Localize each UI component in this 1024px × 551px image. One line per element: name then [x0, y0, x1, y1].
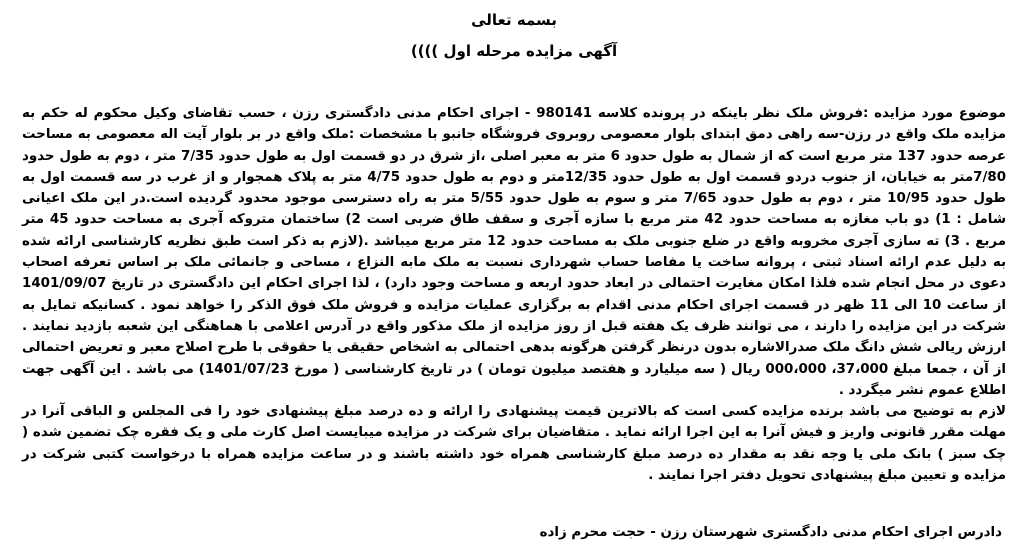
basmala-heading: بسمه تعالی — [471, 11, 557, 29]
notice-paragraph-2: لازم به توضیح می باشد برنده مزایده کسی است که بالاترین قیمت پیشنهادی را ارائه و ده درصد مبلغ پیشنهادی خود را فی المجلس و الباقی آنرا در مهلت مقرر قانونی واریز و فیش آنرا به این اجرا ارائه نماید . متقاضیان برای شرکت در مزایده میبایست اصل کارت ملی و یک فقره چک تضمین شده ( چک سبز ) بانک ملی یا وجه نقد به مقدار ده درصد مبلغ کارشناسی همراه خود داشته باشند و در ساعت مزایده همراه با درخواست کتبی شرکت در مزایده و تعیین مبلغ پیشنهادی تحویل دفتر اجرا نمایند . — [22, 404, 1006, 484]
notice-paragraph-1: موضوع مورد مزایده :فروش ملک نظر باینکه در پرونده کلاسه 980141 - اجرای احکام مدنی دادگستری رزن ، حسب تقاضای وکیل محکوم له حکم به مزایده ملک واقع در رزن-سه راهی دمق ابتدای بلوار معصومی روبروی فروشگاه جانبو با مشخصات :ملک واقع در بر بلوار آیت اله معصومی به مساحت عرصه حدود 137 متر مربع است که از شمال به طول حدود 6 متر به معبر اصلی ،از شرق در دو قسمت اول به طول حدود 7/35 متر ، دوم به طول حدود 7/80متر به خیابان، از جنوب دردو قسمت اول به طول حدود 12/35متر و دوم به طول حدود 4/75 متر به پلاک همجوار و از غرب در سه قسمت اول به طول حدود 10/95 متر ، دوم به طول حدود 7/65 متر و سوم به طول حدود 5/55 متر به راه دسترسی موجود محدود گردیده است.در این ملک اعیانی شامل : 1) دو باب مغازه به مساحت حدود 42 متر مربع با سازه آجری و سقف طاق ضربی است 2) ساختمان متروکه آجری به مساحت حدود 45 متر مربع . 3) ته سازی آجری مخروبه واقع در ضلع جنوبی ملک به مساحت حدود 12 متر مربع میباشد .(لازم به ذکر است طبق نظریه کارشناسی ارائه شده به دلیل عدم ارائه اسناد ثبتی ، پروانه ساخت یا مفاصا حساب شهرداری نسبت به ملک مابه النزاع ، مساحی و جانمائی ملک بر اساس تعرفه اصحاب دعوی در محل انجام شده فلذا امکان مغایرت احتمالی در ابعاد حدود اربعه و مساحت وجود دارد) ، لذا اجرای احکام این دادگستری در تاریخ 1401/09/07 از ساعت 10 الی 11 ظهر در قسمت اجرای احکام مدنی اقدام به برگزاری عملیات مزایده و فروش ملک فوق الذکر را خواهد نمود . کسانیکه تمایل به شرکت در این مزایده را دارند ، می توانند ظرف یک هفته قبل از روز مزایده از ملک مذکور واقع در آدرس اعلامی با هماهنگی این شعبه بازدید نمایند . ارزش ریالی شش دانگ ملک صدرالاشاره بدون درنظر گرفتن هرگونه بدهی احتمالی به اشخاص حقیقی یا حقوقی با طرح اصلاح معبر و تعریض احتمالی از آن ، جمعا مبلغ 37،000، 000،000 ریال ( سه میلیارد و هفتصد میلیون تومان ) در تاریخ کارشناسی ( مورخ 1401/07/23) می باشد . این آگهی جهت اطلاع عموم نشر میگردد . — [22, 106, 1007, 398]
signature-line: دادرس اجرای احکام مدنی دادگستری شهرستان رزن - حجت محرم زاده — [539, 525, 1002, 540]
auction-title: آگهی مزایده مرحله اول )))) — [410, 42, 618, 60]
notice-body — [22, 103, 1006, 486]
